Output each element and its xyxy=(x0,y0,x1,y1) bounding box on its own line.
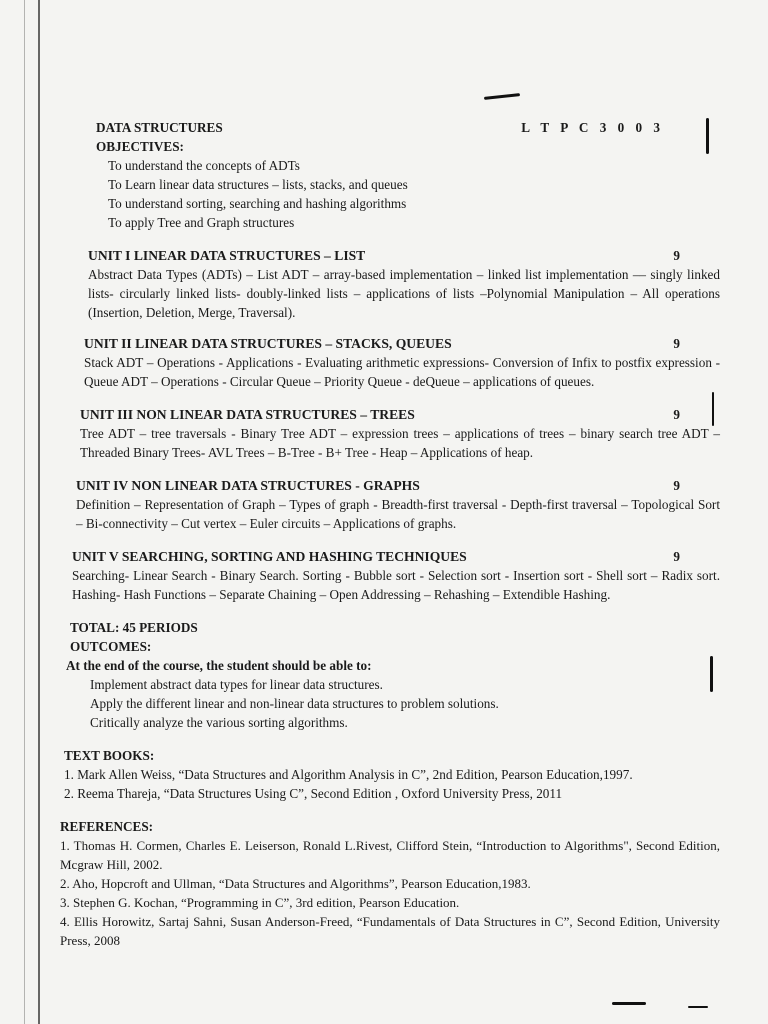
course-title: DATA STRUCTURES xyxy=(96,120,223,135)
unit-3-header xyxy=(80,405,720,424)
unit-4-header xyxy=(76,476,720,495)
reference-item: 3. Stephen G. Kochan, “Programming in C”, 3rd edition, Pearson Education. xyxy=(60,895,460,910)
unit-2-body: Stack ADT – Operations - Applications - Evaluating arithmetic expressions- Conversion of Infix to postfix expression - Queue ADT – Operations - Circular Queue – Priority Queue - deQueue – applications of queues. xyxy=(84,355,720,389)
textbook-item: 2. Reema Thareja, “Data Structures Using C”, Second Edition , Oxford University Press, 2011 xyxy=(64,786,563,801)
unit-1-title: UNIT I LINEAR DATA STRUCTURES – LIST xyxy=(88,248,366,263)
unit-1-hours: 9 xyxy=(673,248,680,263)
unit-2-hours: 9 xyxy=(673,336,680,351)
textbooks-heading: TEXT BOOKS: xyxy=(64,748,155,763)
textbook-item: 1. Mark Allen Weiss, “Data Structures and Algorithm Analysis in C”, 2nd Edition, Pearson Education,1997. xyxy=(64,767,633,782)
objectives-heading: OBJECTIVES: xyxy=(96,139,184,154)
objective-item: To apply Tree and Graph structures xyxy=(108,215,295,230)
total-and-outcomes xyxy=(60,618,720,732)
unit-3-hours: 9 xyxy=(673,407,680,422)
unit-3-title: UNIT III NON LINEAR DATA STRUCTURES – TREES xyxy=(80,407,415,422)
unit-5-title: UNIT V SEARCHING, SORTING AND HASHING TECHNIQUES xyxy=(72,549,467,564)
objective-item: To understand sorting, searching and hashing algorithms xyxy=(108,196,407,211)
unit-5-hours: 9 xyxy=(673,549,680,564)
pen-dash-bottom-2 xyxy=(688,1006,708,1008)
references-heading: REFERENCES: xyxy=(60,819,154,834)
unit-4-hours: 9 xyxy=(673,478,680,493)
objective-item: To Learn linear data structures – lists, stacks, and queues xyxy=(108,177,408,192)
reference-item: 4. Ellis Horowitz, Sartaj Sahni, Susan Anderson-Freed, “Fundamentals of Data Structures in C”, Second Edition, University Press, 2008 xyxy=(60,914,720,948)
page-margin-rule-outer xyxy=(24,0,25,1024)
references-section xyxy=(60,817,720,950)
total-periods: TOTAL: 45 PERIODS xyxy=(70,620,198,635)
pen-dash-bottom-1 xyxy=(612,1002,646,1005)
page-margin-rule xyxy=(38,0,40,1024)
outcome-item: Implement abstract data types for linear data structures. xyxy=(90,677,383,692)
reference-item: 2. Aho, Hopcroft and Ullman, “Data Structures and Algorithms”, Pearson Education,1983. xyxy=(60,876,531,891)
outcome-item: Critically analyze the various sorting algorithms. xyxy=(90,715,348,730)
unit-4 xyxy=(60,476,720,533)
pen-dash-top xyxy=(484,93,520,100)
unit-2-title: UNIT II LINEAR DATA STRUCTURES – STACKS, QUEUES xyxy=(84,336,452,351)
unit-2 xyxy=(60,334,720,391)
outcomes-heading: OUTCOMES: xyxy=(70,639,152,654)
objectives-list xyxy=(60,156,720,232)
unit-1 xyxy=(60,246,720,322)
textbooks-section xyxy=(60,746,720,803)
unit-5 xyxy=(60,547,720,604)
outcomes-intro: At the end of the course, the student should be able to: xyxy=(66,658,372,673)
objective-item: To understand the concepts of ADTs xyxy=(108,158,300,173)
unit-5-body: Searching- Linear Search - Binary Search. Sorting - Bubble sort - Selection sort - Insertion sort - Shell sort – Radix sort. Hashing- Hash Functions – Separate Chaining – Open Addressing – Rehashing – Extendible Hashing. xyxy=(72,568,720,602)
outcomes-list xyxy=(70,675,720,732)
unit-2-header xyxy=(84,334,720,353)
unit-4-body: Definition – Representation of Graph – Types of graph - Breadth-first traversal - Depth-first traversal – Topological Sort – Bi-connectivity – Cut vertex – Euler circuits – Applications of graphs. xyxy=(76,497,720,531)
unit-4-title: UNIT IV NON LINEAR DATA STRUCTURES - GRAPHS xyxy=(76,478,420,493)
unit-3 xyxy=(60,405,720,462)
unit-1-body: Abstract Data Types (ADTs) – List ADT – array-based implementation – linked list implementation –– singly linked lists- circularly linked lists- doubly-linked lists – applications of lists –Polynomial Manipulation – All operations (Insertion, Deletion, Merge, Traversal). xyxy=(88,267,720,320)
unit-5-header xyxy=(72,547,720,566)
unit-1-header xyxy=(88,246,720,265)
unit-3-body: Tree ADT – tree traversals - Binary Tree ADT – expression trees – applications of trees – binary search tree ADT –Threaded Binary Trees- AVL Trees – B-Tree - B+ Tree - Heap – Applications of heap. xyxy=(80,426,720,460)
syllabus-content xyxy=(60,118,720,950)
objectives-section xyxy=(60,137,720,156)
course-header xyxy=(60,118,720,137)
outcome-item: Apply the different linear and non-linear data structures to problem solutions. xyxy=(90,696,499,711)
ltpc-label: L T P C 3 0 0 3 xyxy=(521,120,664,135)
reference-item: 1. Thomas H. Cormen, Charles E. Leiserson, Ronald L.Rivest, Clifford Stein, “Introduction to Algorithms", Second Edition, Mcgraw Hill, 2002. xyxy=(60,838,720,872)
